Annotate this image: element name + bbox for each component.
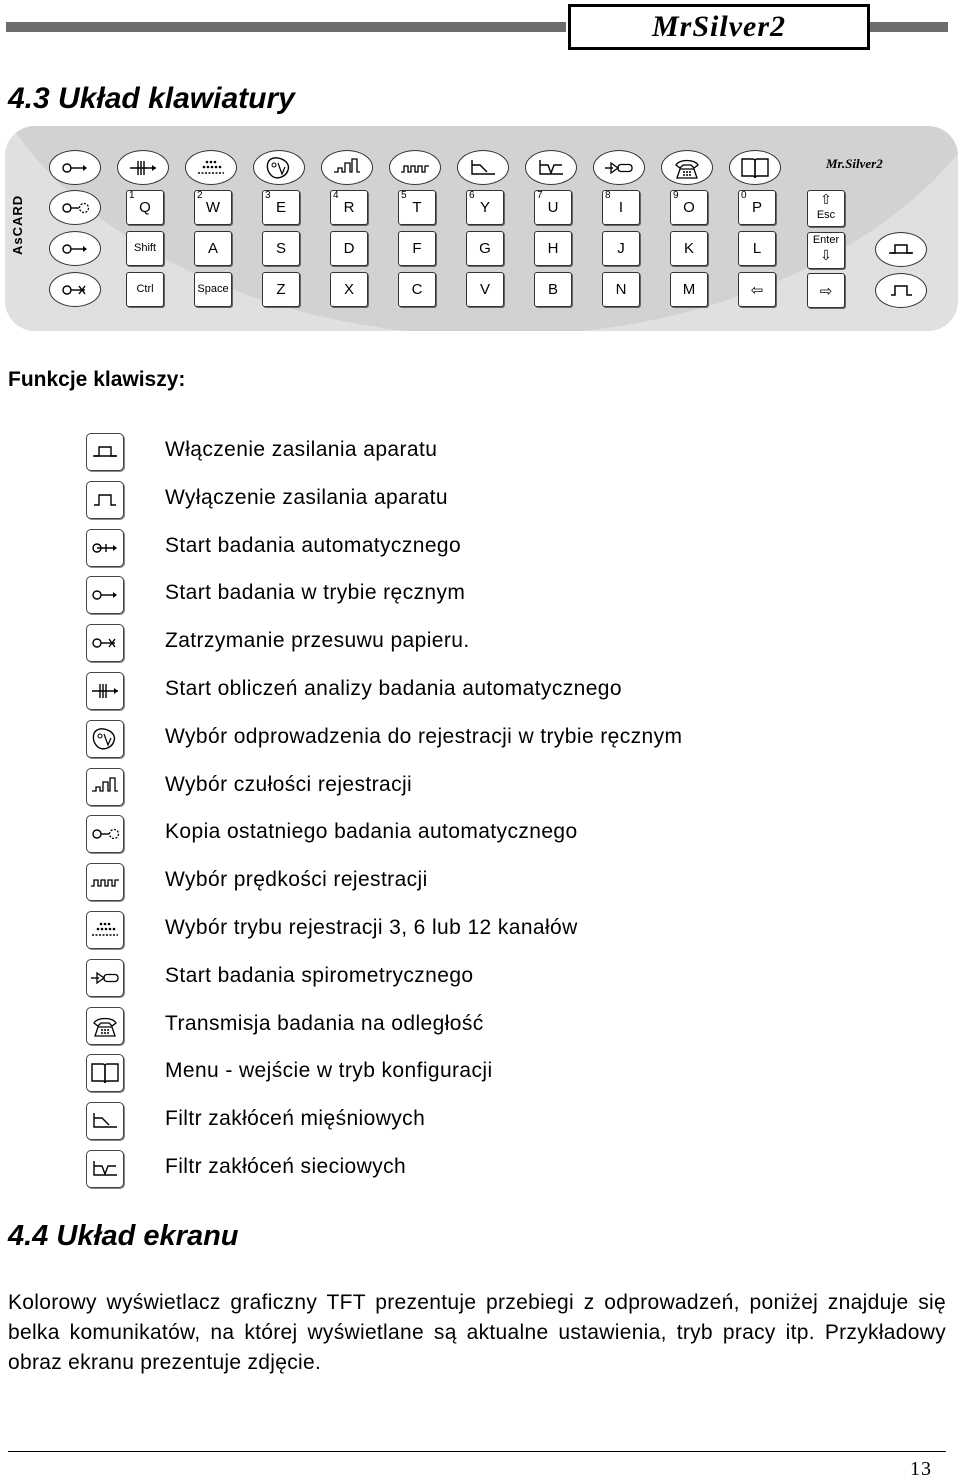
- key-label: P: [751, 199, 762, 216]
- phone-icon: [86, 1007, 124, 1045]
- page-number: 13: [910, 1458, 932, 1480]
- analysis-icon: [86, 672, 124, 710]
- key-esc[interactable]: [807, 190, 845, 227]
- function-description: Wybór czułości rejestracji: [165, 772, 413, 796]
- key-t[interactable]: [398, 190, 436, 225]
- key-number-label: 2: [197, 190, 203, 201]
- key-label: Space: [197, 283, 229, 295]
- key-enter-label: Enter: [812, 234, 840, 246]
- channels-icon: [86, 911, 124, 949]
- key-label: I: [618, 199, 624, 216]
- key-special[interactable]: [738, 272, 776, 307]
- key-label: V: [479, 281, 490, 298]
- power-on-key[interactable]: [875, 232, 927, 267]
- keyboard-side-label: AsCARD: [10, 194, 25, 255]
- key-h[interactable]: [534, 231, 572, 266]
- arrow-up-icon: ⇧: [820, 191, 832, 207]
- key-label: O: [683, 199, 695, 216]
- section-title-screen: 4.4 Układ ekranu: [8, 1220, 239, 1252]
- key-label: A: [207, 240, 218, 257]
- key-x[interactable]: [330, 272, 368, 307]
- function-description: Włączenie zasilania aparatu: [165, 438, 438, 461]
- key-label: C: [411, 281, 423, 298]
- function-description: Start badania automatycznego: [165, 533, 462, 557]
- copy-icon: [86, 815, 124, 853]
- keyboard-lead-select-key[interactable]: [253, 150, 305, 185]
- key-label: Shift: [133, 242, 156, 254]
- key-special[interactable]: [126, 272, 164, 307]
- power-off-key[interactable]: [875, 273, 927, 308]
- function-description: Filtr zakłóceń sieciowych: [165, 1155, 407, 1178]
- key-v[interactable]: [466, 272, 504, 307]
- arrow-right-icon: ⇨: [819, 283, 833, 300]
- keyboard-copy-key[interactable]: [49, 190, 101, 225]
- key-number-label: 6: [469, 190, 475, 201]
- keyboard-manual-start-key[interactable]: [49, 231, 101, 266]
- sensitivity-icon: [86, 768, 124, 806]
- key-label: Z: [276, 281, 286, 298]
- key-number-label: 7: [537, 190, 543, 201]
- key-s[interactable]: [262, 231, 300, 266]
- key-special[interactable]: [194, 272, 232, 307]
- function-description: Start obliczeń analizy badania automatycznego: [165, 677, 622, 700]
- manual-start-icon: [86, 576, 124, 614]
- key-label: H: [547, 240, 559, 257]
- function-description: Zatrzymanie przesuwu papieru.: [165, 629, 470, 653]
- section-title-keyboard: 4.3 Układ klawiatury: [8, 82, 295, 115]
- key-label: W: [205, 199, 221, 216]
- keyboard-channels-key[interactable]: [185, 150, 237, 185]
- function-description: Filtr zakłóceń mięśniowych: [165, 1107, 426, 1131]
- key-p[interactable]: [738, 190, 776, 225]
- book-icon: [86, 1054, 124, 1092]
- key-y[interactable]: [466, 190, 504, 225]
- key-a[interactable]: [194, 231, 232, 266]
- key-label: Y: [479, 199, 490, 216]
- key-label: T: [412, 199, 422, 216]
- keyboard-speed-key[interactable]: [389, 150, 441, 185]
- key-enter[interactable]: [807, 232, 845, 269]
- functions-title: Funkcje klawiszy:: [8, 368, 186, 391]
- key-b[interactable]: [534, 272, 572, 307]
- muscle-filter-icon: [86, 1102, 124, 1140]
- key-special[interactable]: [126, 231, 164, 266]
- key-number-label: 4: [333, 190, 339, 201]
- key-l[interactable]: [738, 231, 776, 266]
- key-r[interactable]: [330, 190, 368, 225]
- key-label: B: [547, 281, 558, 298]
- brand-logo: MrSilver2: [568, 4, 870, 50]
- keyboard-analysis-key[interactable]: [117, 150, 169, 185]
- keyboard-brand-label: Mr.Silver2: [826, 156, 883, 171]
- key-right-arrow[interactable]: [807, 273, 845, 308]
- key-label: M: [682, 281, 696, 298]
- key-label: ⇦: [750, 282, 764, 299]
- key-label: F: [412, 240, 422, 257]
- keyboard-manual-start-key[interactable]: [49, 150, 101, 185]
- header-rule-right: [868, 22, 948, 32]
- function-description: Start badania spirometrycznego: [165, 963, 474, 987]
- key-c[interactable]: [398, 272, 436, 307]
- key-number-label: 0: [741, 190, 747, 201]
- speed-icon: [86, 863, 124, 901]
- arrow-down-icon: ⇩: [820, 247, 832, 263]
- key-o[interactable]: [670, 190, 708, 225]
- key-number-label: 8: [605, 190, 611, 201]
- key-esc-label: Esc: [816, 209, 836, 221]
- key-label: N: [615, 281, 627, 298]
- key-z[interactable]: [262, 272, 300, 307]
- function-description: Start badania w trybie ręcznym: [165, 581, 466, 605]
- key-number-label: 1: [129, 190, 135, 201]
- key-d[interactable]: [330, 231, 368, 266]
- key-label: Q: [139, 199, 151, 216]
- header-rule-left: [6, 22, 566, 32]
- keyboard-mains-filter-key[interactable]: [525, 150, 577, 185]
- key-label: S: [275, 240, 286, 257]
- mains-filter-icon: [86, 1150, 124, 1188]
- key-label: R: [343, 199, 355, 216]
- keyboard-phone-key[interactable]: [661, 150, 713, 185]
- key-label: E: [275, 199, 286, 216]
- function-description: Wyłączenie zasilania aparatu: [165, 485, 448, 509]
- function-description: Wybór trybu rejestracji 3, 6 lub 12 kanałów: [165, 916, 578, 939]
- key-e[interactable]: [262, 190, 300, 225]
- key-n[interactable]: [602, 272, 640, 307]
- key-label: G: [479, 240, 491, 257]
- key-label: X: [343, 281, 354, 298]
- keyboard-sensitivity-key[interactable]: [321, 150, 373, 185]
- key-label: L: [752, 240, 762, 257]
- key-g[interactable]: [466, 231, 504, 266]
- keyboard-spirometry-key[interactable]: [593, 150, 645, 185]
- keyboard-book-key[interactable]: [729, 150, 781, 185]
- key-number-label: 9: [673, 190, 679, 201]
- key-q[interactable]: [126, 190, 164, 225]
- key-label: J: [617, 240, 625, 257]
- screen-description: Kolorowy wyświetlacz graficzny TFT prezentuje przebiegi z odprowadzeń, poniżej znajduje się belka komunikatów, na której wyświetlane są aktualne ustawienia, tryb pracy itp. Przykładowy obraz ekranu prezentuje zdjęcie.: [8, 1291, 946, 1374]
- footer-rule: [8, 1451, 946, 1452]
- key-w[interactable]: [194, 190, 232, 225]
- keyboard-stop-paper-key[interactable]: [49, 272, 101, 307]
- key-m[interactable]: [670, 272, 708, 307]
- key-f[interactable]: [398, 231, 436, 266]
- key-i[interactable]: [602, 190, 640, 225]
- keyboard-muscle-filter-key[interactable]: [457, 150, 509, 185]
- function-description: Menu - wejście w tryb konfiguracji: [165, 1059, 493, 1083]
- key-number-label: 5: [401, 190, 407, 201]
- function-description: Wybór odprowadzenia do rejestracji w trybie ręcznym: [165, 724, 683, 748]
- key-label: Ctrl: [136, 283, 154, 295]
- spirometry-icon: [86, 959, 124, 997]
- key-label: K: [683, 240, 694, 257]
- power-off-icon: [86, 481, 124, 519]
- key-k[interactable]: [670, 231, 708, 266]
- key-u[interactable]: [534, 190, 572, 225]
- key-number-label: 3: [265, 190, 271, 201]
- key-label: D: [343, 240, 355, 257]
- power-on-icon: [86, 433, 124, 471]
- key-label: U: [547, 199, 559, 216]
- function-description: Wybór prędkości rejestracji: [165, 868, 428, 892]
- key-j[interactable]: [602, 231, 640, 266]
- stop-paper-icon: [86, 624, 124, 662]
- function-description: Transmisja badania na odległość: [165, 1011, 484, 1035]
- auto-start-icon: [86, 529, 124, 567]
- function-description: Kopia ostatniego badania automatycznego: [165, 820, 578, 844]
- lead-select-icon: [86, 720, 124, 758]
